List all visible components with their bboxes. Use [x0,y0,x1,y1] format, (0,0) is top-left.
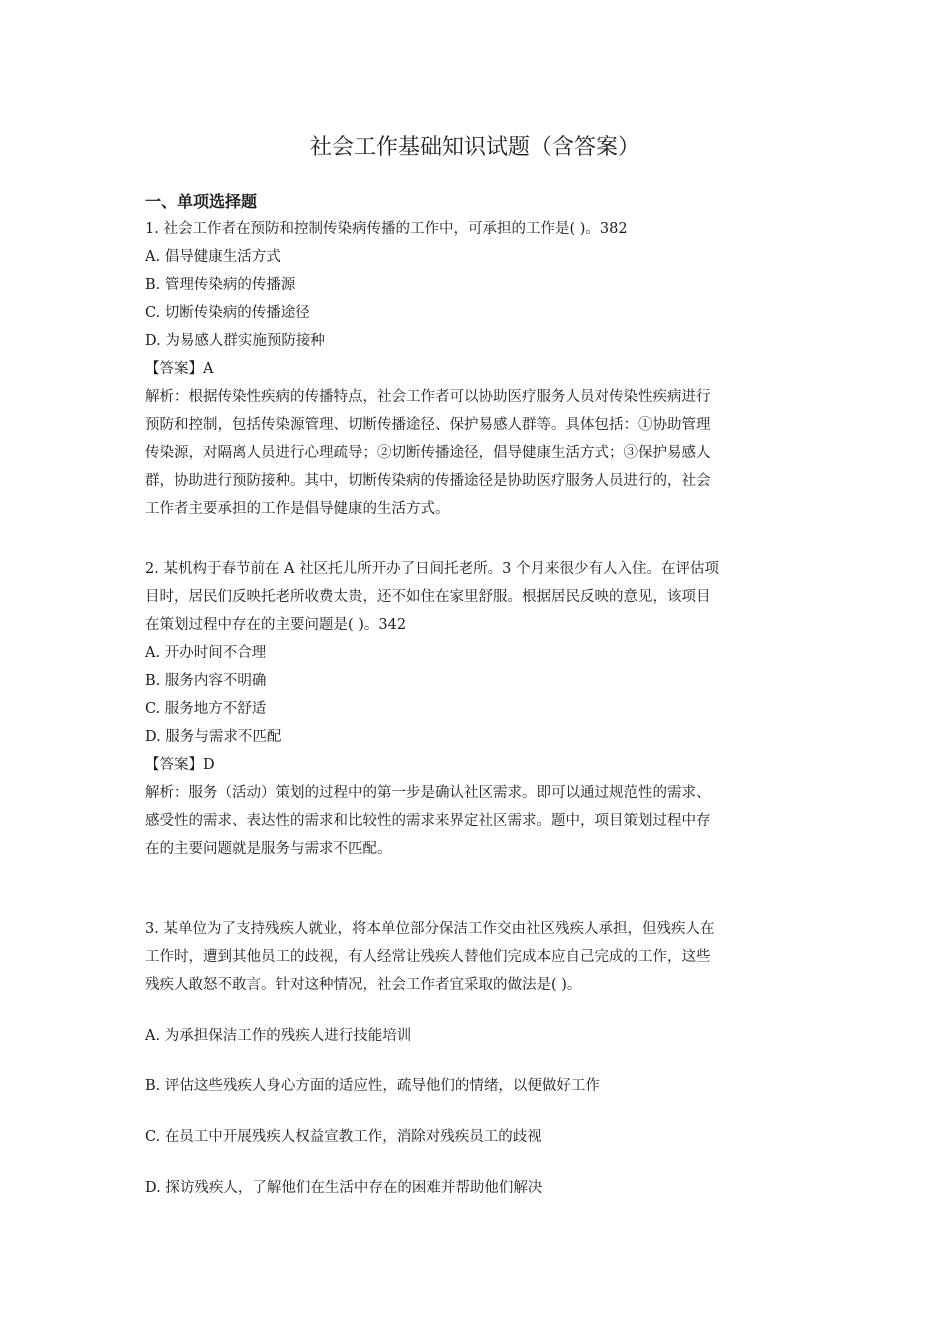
question-2-stem-line: 在策划过程中存在的主要问题是( )。342 [145,617,407,633]
question-2-answer: 【答案】D [145,757,215,773]
question-2-analysis-line: 感受性的需求、表达性的需求和比较性的需求来界定社区需求。题中，项目策划过程中存 [145,813,711,829]
question-1-analysis-line: 解析：根据传染性疾病的传播特点，社会工作者可以协助医疗服务人员对传染性疾病进行 [145,389,711,405]
question-1-stem: 1. 社会工作者在预防和控制传染病传播的工作中，可承担的工作是( )。382 [145,221,628,237]
question-2-option-b: B. 服务内容不明确 [145,673,267,689]
question-1-option-d: D. 为易感人群实施预防接种 [145,333,325,349]
question-3-option-a: A. 为承担保洁工作的残疾人进行技能培训 [145,1028,412,1044]
question-2-option-a: A. 开办时间不合理 [145,645,267,661]
question-2-option-d: D. 服务与需求不匹配 [145,729,282,745]
question-1-option-b: B. 管理传染病的传播源 [145,277,296,293]
section-heading: 一、单项选择题 [145,192,258,211]
question-2-stem-line: 目时，居民们反映托老所收费太贵，还不如住在家里舒服。根据居民反映的意见，该项目 [145,589,711,605]
question-1-analysis-line: 预防和控制，包括传染源管理、切断传播途径、保护易感人群等。具体包括：①协助管理 [145,417,711,433]
question-1-analysis-line: 工作者主要承担的工作是倡导健康的生活方式。 [145,501,450,517]
question-1-analysis-line: 传染源，对隔离人员进行心理疏导；②切断传播途径，倡导健康生活方式；③保护易感人 [145,445,711,461]
question-3-stem-line: 3. 某单位为了支持残疾人就业，将本单位部分保洁工作交由社区残疾人承担，但残疾人在 [145,921,715,937]
question-3-stem-line: 残疾人敢怒不敢言。针对这种情况，社会工作者宜采取的做法是( )。 [145,977,582,993]
question-1-option-c: C. 切断传染病的传播途径 [145,305,310,321]
question-3-option-b: B. 评估这些残疾人身心方面的适应性，疏导他们的情绪，以便做好工作 [145,1078,600,1094]
question-2-analysis-line: 在的主要问题就是服务与需求不匹配。 [145,841,392,857]
question-2-option-c: C. 服务地方不舒适 [145,701,267,717]
question-1-answer: 【答案】A [145,361,214,377]
question-3-option-c: C. 在员工中开展残疾人权益宣教工作，消除对残疾员工的歧视 [145,1129,542,1145]
question-1-option-a: A. 倡导健康生活方式 [145,249,281,265]
question-2-analysis-line: 解析：服务（活动）策划的过程中的第一步是确认社区需求。即可以通过规范性的需求、 [145,785,711,801]
question-1-analysis-line: 群，协助进行预防接种。其中，切断传染病的传播途径是协助医疗服务人员进行的，社会 [145,473,711,489]
question-3-option-d: D. 探访残疾人，了解他们在生活中存在的困难并帮助他们解决 [145,1180,543,1196]
document-title: 社会工作基础知识试题（含答案） [309,135,640,160]
question-3-stem-line: 工作时，遭到其他员工的歧视，有人经常让残疾人替他们完成本应自己完成的工作，这些 [145,949,711,965]
question-2-stem-line: 2. 某机构于春节前在 A 社区托儿所开办了日间托老所。3 个月来很少有人入住。在评估项 [145,561,719,577]
